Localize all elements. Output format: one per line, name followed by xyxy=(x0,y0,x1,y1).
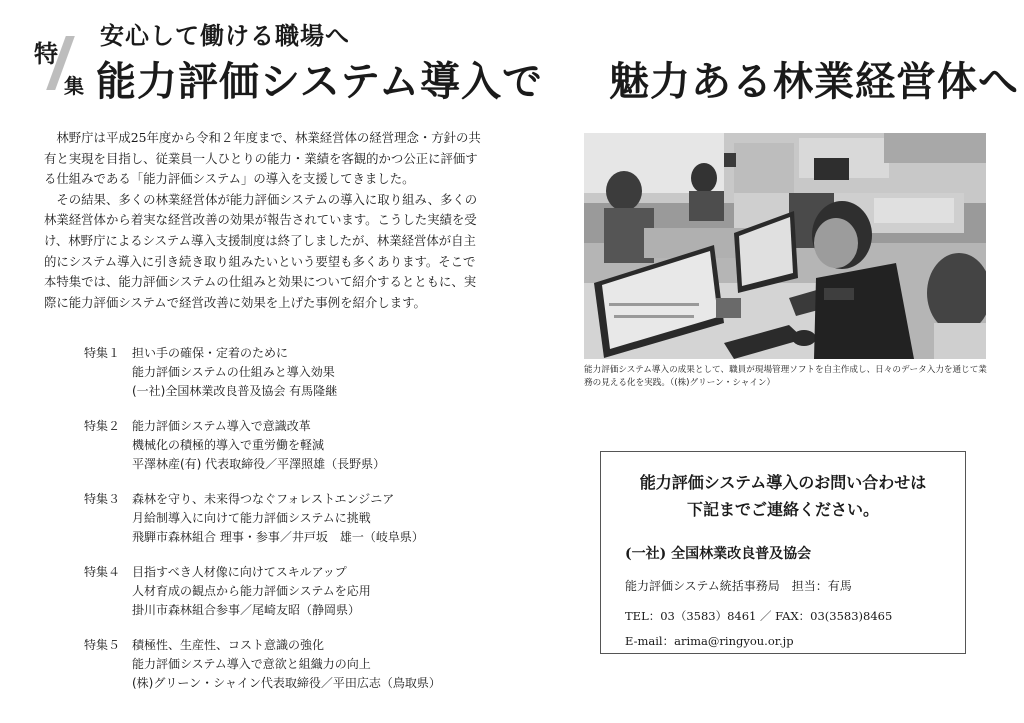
kicker-title: 安心して働ける職場へ xyxy=(100,22,350,50)
feature-subtitle: 能力評価システム導入で意欲と組織力の向上 xyxy=(132,657,371,671)
lead-paragraph-1: 林野庁は平成25年度から令和２年度まで、林業経営体の経営理念・方針の共有と実現を目指し、従業員一人ひとりの能力・業績を客観的かつ公正に評価する仕組みである「能力評価システム」の導入を支援してきました。 xyxy=(44,130,481,187)
feature-subtitle: 機械化の積極的導入で重労働を軽減 xyxy=(132,438,325,452)
feature-title: 積極性、生産性、コスト意識の強化 xyxy=(132,638,325,652)
contact-phone-fax: TEL：03（3583）8461 ／ FAX：03(3583)8465 xyxy=(625,609,893,623)
feature-item-5 xyxy=(84,636,504,693)
headline-part-2: 魅力ある林業経営体へ xyxy=(609,59,1019,105)
contact-heading-line-2: 下記までご連絡ください。 xyxy=(686,500,879,519)
feature-title: 能力評価システム導入で意識改革 xyxy=(132,419,311,433)
badge-char-1: 特 xyxy=(34,40,58,68)
lead-paragraph-2: その結果、多くの林業経営体が能力評価システムの導入に取り組み、多くの林業経営体から着実な経営改善の効果が報告されています。こうした実績を受け、林野庁によるシステム導入支援制度は終了しましたが、林業経営体が自主的にシステム導入に引き続き取り組みたいという要望も多くあります。そこで本特集では、能力評価システムの仕組みと効果について紹介するとともに、実際に能力評価システムで経営改善に効果を上げた事例を紹介します。 xyxy=(44,191,478,310)
feature-author: (株)グリーン・シャイン代表取締役／平田広志（鳥取県） xyxy=(132,676,441,690)
headline xyxy=(96,50,1019,107)
feature-author: 平澤林産(有) 代表取締役／平澤照雄（長野県） xyxy=(132,457,386,471)
contact-heading xyxy=(601,469,965,523)
feature-list xyxy=(84,344,504,709)
feature-title: 目指すべき人材像に向けてスキルアップ xyxy=(132,565,347,579)
contact-heading-line-1: 能力評価システム導入のお問い合わせは xyxy=(639,473,927,492)
headline-part-1: 能力評価システム導入で xyxy=(96,59,543,105)
feature-number: 特集３ xyxy=(84,492,121,506)
feature-number: 特集２ xyxy=(84,419,121,433)
contact-office: 能力評価システム統括事務局 担当：有馬 xyxy=(625,579,852,593)
lead-text xyxy=(44,128,484,313)
feature-item-3 xyxy=(84,490,504,547)
feature-subtitle: 月給制導入に向けて能力評価システムに挑戦 xyxy=(132,511,371,525)
feature-item-1 xyxy=(84,344,504,401)
contact-organization: (一社) 全国林業改良普及協会 xyxy=(625,546,812,562)
contact-box xyxy=(600,451,966,654)
feature-subtitle: 人材育成の観点から能力評価システムを応用 xyxy=(132,584,371,598)
badge-char-2: 集 xyxy=(64,74,84,98)
special-feature-badge xyxy=(30,16,90,100)
feature-number: 特集５ xyxy=(84,638,121,652)
feature-item-2 xyxy=(84,417,504,474)
feature-title: 森林を守り、未来得つなぐフォレストエンジニア xyxy=(132,492,395,506)
office-photo xyxy=(584,133,986,359)
feature-author: 飛騨市森林組合 理事・参事／井戸坂 雄一（岐阜県） xyxy=(132,530,424,544)
feature-author: 掛川市森林組合参事／尾崎友昭（静岡県） xyxy=(132,603,361,617)
feature-author: (一社)全国林業改良普及協会 有馬隆継 xyxy=(132,384,338,398)
contact-email: E-mail：arima@ringyou.or.jp xyxy=(625,634,794,648)
feature-number: 特集１ xyxy=(84,346,121,360)
feature-subtitle: 能力評価システムの仕組みと導入効果 xyxy=(132,365,335,379)
feature-title: 担い手の確保・定着のために xyxy=(132,346,289,360)
feature-number: 特集４ xyxy=(84,565,121,579)
feature-item-4 xyxy=(84,563,504,620)
photo-caption: 能力評価システム導入の成果として、職員が現場管理ソフトを自主作成し、日々のデータ入力を通じて業務の見える化を実践。（(株)グリーン・シャイン） xyxy=(584,365,987,388)
